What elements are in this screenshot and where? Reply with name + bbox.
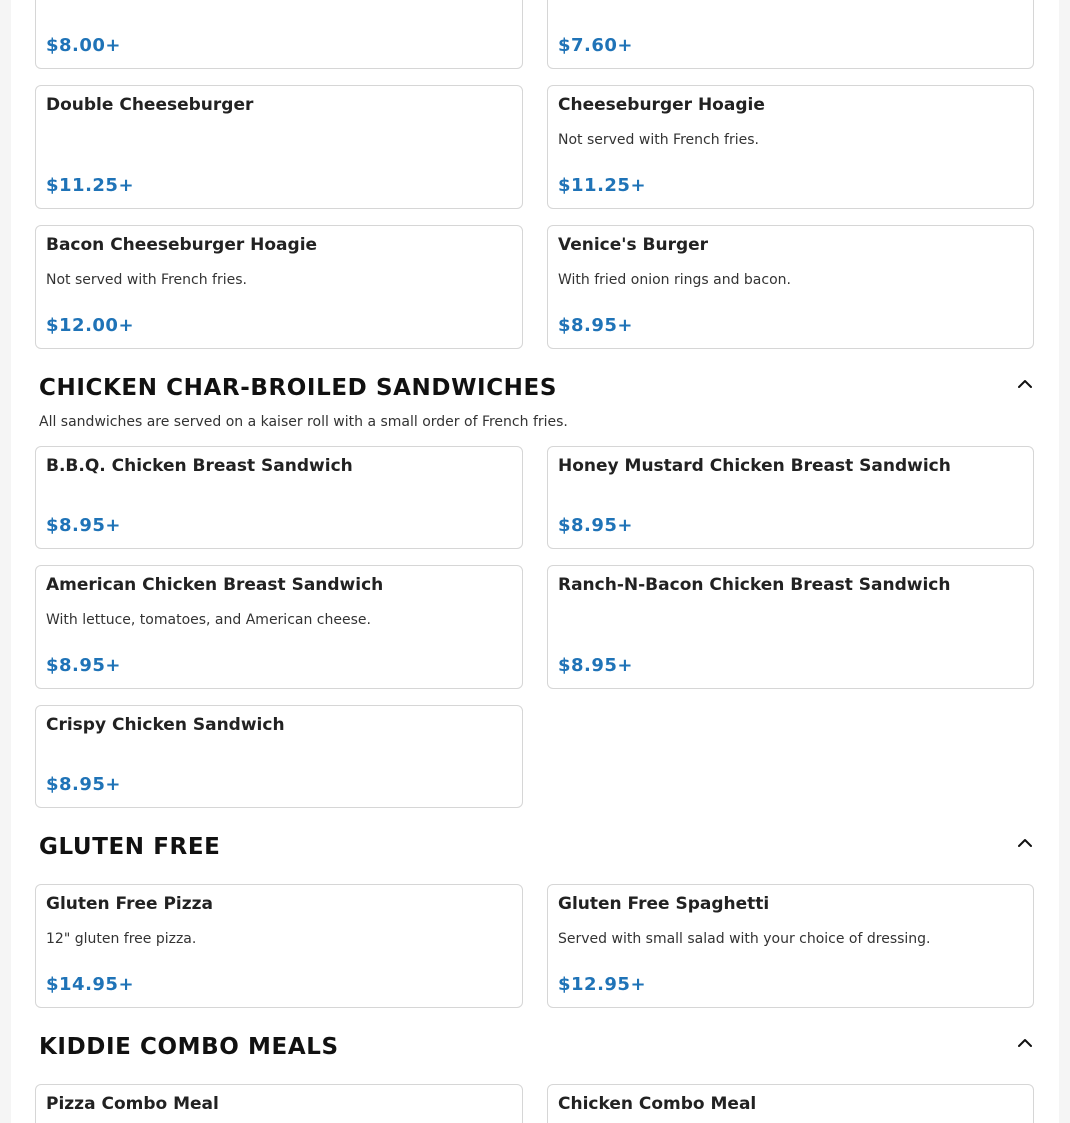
item-name: Bacon Cheeseburger Hoagie [46,235,318,255]
item-price: $8.00+ [46,35,122,56]
item-description: With fried onion rings and bacon. [558,272,791,288]
menu-item-card[interactable] [547,446,1034,549]
item-price: $7.60+ [558,35,634,56]
item-name: Honey Mustard Chicken Breast Sandwich [558,456,951,476]
collapse-section-button[interactable] [1015,373,1035,393]
menu-item-card[interactable] [547,1084,1034,1123]
item-description: 12" gluten free pizza. [46,931,197,947]
item-price: $11.25+ [46,175,135,196]
item-price: $8.95+ [558,315,634,336]
item-price: $8.95+ [46,655,122,676]
section-title: CHICKEN CHAR-BROILED SANDWICHES [39,375,557,401]
menu-item-card[interactable] [35,565,523,689]
item-price: $8.95+ [46,515,122,536]
section-title: KIDDIE COMBO MEALS [39,1034,339,1060]
item-name: Double Cheeseburger [46,95,254,115]
collapse-section-button[interactable] [1015,832,1035,852]
item-price: $8.95+ [46,774,122,795]
item-name: Venice's Burger [558,235,709,255]
item-price: $14.95+ [46,974,135,995]
collapse-section-button[interactable] [1015,1032,1035,1052]
item-name: B.B.Q. Chicken Breast Sandwich [46,456,353,476]
item-name: Gluten Free Spaghetti [558,894,770,914]
section-title: GLUTEN FREE [39,834,221,860]
item-price: $8.95+ [558,515,634,536]
chevron-up-icon [1018,379,1032,388]
menu-item-card[interactable] [35,705,523,808]
item-price: $12.95+ [558,974,647,995]
item-price: $12.00+ [46,315,135,336]
item-price: $8.95+ [558,655,634,676]
menu-item-card[interactable] [35,225,523,349]
menu-item-card[interactable] [35,85,523,209]
item-name: Chicken Combo Meal [558,1094,757,1114]
item-description: With lettuce, tomatoes, and American cheese. [46,612,371,628]
item-price: $11.25+ [558,175,647,196]
menu-item-card[interactable] [35,0,523,69]
item-name: American Chicken Breast Sandwich [46,575,384,595]
menu-item-card[interactable] [35,446,523,549]
item-name: Crispy Chicken Sandwich [46,715,285,735]
menu-item-card[interactable] [547,884,1034,1008]
item-description: Not served with French fries. [558,132,759,148]
chevron-up-icon [1018,838,1032,847]
menu-item-card[interactable] [547,225,1034,349]
item-description: Not served with French fries. [46,272,247,288]
menu-item-card[interactable] [547,0,1034,69]
chevron-up-icon [1018,1038,1032,1047]
menu-item-card[interactable] [35,1084,523,1123]
item-name: Cheeseburger Hoagie [558,95,765,115]
menu-item-card[interactable] [35,884,523,1008]
menu-item-card[interactable] [547,85,1034,209]
item-name: Ranch-N-Bacon Chicken Breast Sandwich [558,575,951,595]
menu-page [11,0,1059,1123]
item-name: Gluten Free Pizza [46,894,213,914]
item-name: Pizza Combo Meal [46,1094,219,1114]
item-description: Served with small salad with your choice of dressing. [558,931,931,947]
menu-item-card[interactable] [547,565,1034,689]
section-subtitle: All sandwiches are served on a kaiser roll with a small order of French fries. [39,414,568,430]
